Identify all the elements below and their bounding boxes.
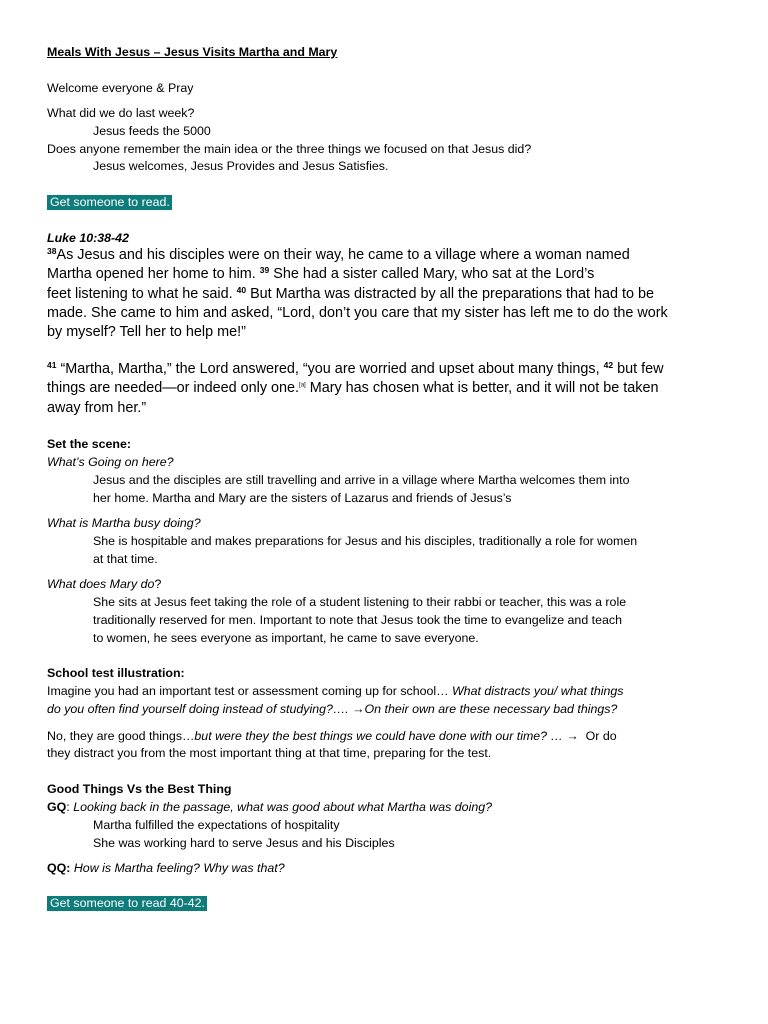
passage-text: Martha opened her home to him. bbox=[47, 266, 256, 282]
scene-heading: Set the scene: bbox=[47, 437, 132, 451]
school-line: they distract you from the most important thing at that time, preparing for the test. bbox=[47, 746, 492, 760]
group-answer: She was working hard to serve Jesus and his Disciples bbox=[93, 836, 395, 850]
verse-number: 42 bbox=[603, 359, 614, 370]
question-mark: ? bbox=[154, 577, 162, 591]
verse-number: 38 bbox=[47, 245, 57, 256]
quick-question bbox=[47, 861, 285, 876]
gq-label: GQ bbox=[47, 800, 67, 814]
school-text: No, they are good things… bbox=[47, 729, 195, 743]
highlight-read-1[interactable]: Get someone to read. bbox=[47, 195, 172, 210]
passage-text: “Martha, Martha,” the Lord answered, “you are worried and upset about many things, bbox=[60, 361, 600, 377]
good-heading: Good Things Vs the Best Thing bbox=[47, 782, 232, 796]
passage-line: away from her.” bbox=[47, 400, 147, 416]
school-line bbox=[47, 729, 617, 744]
last-week-question: What did we do last week? bbox=[47, 106, 195, 120]
passage-line: by myself? Tell her to help me!” bbox=[47, 324, 246, 340]
passage-line bbox=[47, 247, 630, 264]
gq-text: Looking back in the passage, what was good about what Martha was doing? bbox=[73, 800, 492, 814]
scene-answer: She is hospitable and makes preparations for Jesus and his disciples, traditionally a role for women bbox=[93, 534, 638, 548]
arrow-icon: → bbox=[352, 702, 365, 716]
passage-line bbox=[47, 380, 658, 397]
qq-label: QQ: bbox=[47, 861, 71, 875]
scene-answer: at that time. bbox=[93, 552, 158, 566]
school-text: Imagine you had an important test or assessment coming up for school… bbox=[47, 684, 449, 698]
verse-number: 41 bbox=[47, 359, 57, 370]
verse-number: 39 bbox=[259, 264, 270, 275]
school-text: Or do bbox=[585, 729, 617, 743]
scene-answer: to women, he sees everyone as important, he came to save everyone. bbox=[93, 631, 479, 645]
scene-answer: traditionally reserved for men. Important to note that Jesus took the time to evangelize and teach bbox=[93, 613, 622, 627]
passage-text: As Jesus and his disciples were on their way, he came to a village where a woman named bbox=[56, 247, 630, 263]
gq-colon: : bbox=[66, 800, 70, 814]
passage-reference: Luke 10:38-42 bbox=[47, 231, 129, 245]
scene-answer: She sits at Jesus feet taking the role of a student listening to their rabbi or teacher, this was a role bbox=[93, 595, 627, 609]
arrow-icon: → bbox=[566, 729, 579, 743]
passage-line bbox=[47, 266, 594, 283]
passage-line bbox=[47, 361, 663, 378]
footnote-marker[interactable]: [a] bbox=[299, 382, 306, 389]
school-heading: School test illustration: bbox=[47, 666, 185, 680]
verse-number: 40 bbox=[236, 284, 247, 295]
school-question: do you often find yourself doing instead of studying?…. bbox=[47, 702, 349, 716]
passage-text: Mary has chosen what is better, and it will not be taken bbox=[309, 380, 659, 396]
scene-question: What is Martha busy doing? bbox=[47, 516, 201, 530]
main-idea-question: Does anyone remember the main idea or the three things we focused on that Jesus did? bbox=[47, 142, 532, 156]
passage-line bbox=[47, 286, 654, 303]
group-answer: Martha fulfilled the expectations of hospitality bbox=[93, 818, 340, 832]
welcome-line: Welcome everyone & Pray bbox=[47, 81, 194, 95]
passage-text: But Martha was distracted by all the preparations that had to be bbox=[250, 286, 655, 302]
school-line bbox=[47, 684, 623, 699]
passage-text: She had a sister called Mary, who sat at the Lord’s bbox=[273, 266, 595, 282]
qq-text: How is Martha feeling? Why was that? bbox=[73, 861, 285, 875]
scene-answer: her home. Martha and Mary are the sisters of Lazarus and friends of Jesus’s bbox=[93, 491, 512, 505]
scene-answer: Jesus and the disciples are still travelling and arrive in a village where Martha welcomes them into bbox=[93, 473, 630, 487]
scene-question: What’s Going on here? bbox=[47, 455, 174, 469]
read-instruction-1 bbox=[47, 195, 172, 210]
page-title: Meals With Jesus – Jesus Visits Martha and Mary bbox=[47, 45, 338, 59]
read-instruction-2 bbox=[47, 896, 207, 911]
school-question: but were they the best things we could have done with our time? … bbox=[194, 729, 563, 743]
school-question: On their own are these necessary bad things? bbox=[364, 702, 618, 716]
school-line bbox=[47, 702, 617, 717]
highlight-read-2[interactable]: Get someone to read 40-42. bbox=[47, 896, 207, 911]
last-week-answer: Jesus feeds the 5000 bbox=[93, 124, 211, 138]
question-text: What does Mary do bbox=[47, 577, 155, 591]
scene-question bbox=[47, 577, 161, 592]
passage-text: feet listening to what he said. bbox=[47, 286, 233, 302]
passage-text: but few bbox=[617, 361, 664, 377]
group-question bbox=[47, 800, 492, 815]
passage-text: things are needed—or indeed only one. bbox=[47, 380, 300, 396]
school-question: What distracts you/ what things bbox=[451, 684, 624, 698]
passage-line: made. She came to him and asked, “Lord, don’t you care that my sister has left me to do the work bbox=[47, 305, 668, 321]
main-idea-answer: Jesus welcomes, Jesus Provides and Jesus Satisfies. bbox=[93, 159, 389, 173]
